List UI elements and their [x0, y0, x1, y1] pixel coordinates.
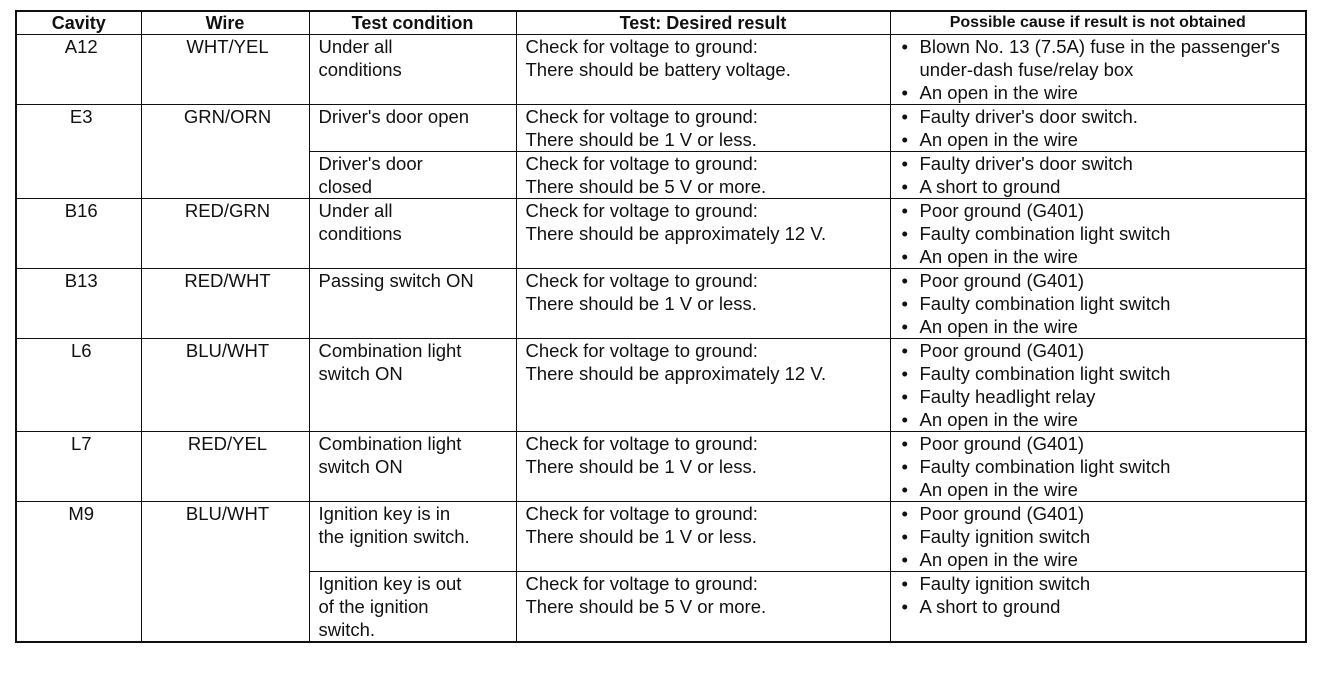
test-condition-line: closed — [318, 176, 372, 197]
possible-cause-cell — [890, 432, 1306, 502]
cause-item: • Poor ground (G401) — [900, 199, 1302, 222]
possible-cause-cell — [890, 105, 1306, 152]
possible-cause-cell — [890, 269, 1306, 339]
test-condition-line: Ignition key is out — [318, 573, 462, 594]
test-condition-cell — [309, 199, 516, 269]
cause-item: • A short to ground — [900, 175, 1302, 198]
desired-result-line: Check for voltage to ground: — [525, 270, 758, 291]
desired-result-cell — [516, 502, 890, 572]
cause-list — [900, 572, 1302, 618]
desired-result-line: There should be battery voltage. — [525, 59, 791, 80]
desired-result-cell — [516, 572, 890, 643]
test-condition-cell — [309, 152, 516, 199]
cause-item: • Faulty combination light switch — [900, 222, 1302, 245]
wire-cell: RED/YEL — [141, 432, 309, 502]
cavity-cell: E3 — [16, 105, 141, 199]
desired-result-line: Check for voltage to ground: — [525, 340, 758, 361]
cause-list — [900, 105, 1302, 151]
test-condition-line: Passing switch ON — [318, 270, 474, 291]
test-condition-line: switch ON — [318, 363, 403, 384]
cause-list — [900, 502, 1302, 571]
test-condition-line: the ignition switch. — [318, 526, 470, 547]
cause-item: • Poor ground (G401) — [900, 502, 1302, 525]
cavity-cell: L7 — [16, 432, 141, 502]
table-row — [16, 105, 1306, 152]
cause-item: • An open in the wire — [900, 408, 1302, 431]
cause-item: • Faulty ignition switch — [900, 525, 1302, 548]
test-condition-line: Combination light — [318, 340, 462, 361]
cause-item: • An open in the wire — [900, 478, 1302, 501]
desired-result-line: Check for voltage to ground: — [525, 153, 758, 174]
cause-item: • Faulty driver's door switch. — [900, 105, 1302, 128]
table-row — [16, 339, 1306, 432]
cause-item: • Blown No. 13 (7.5A) fuse in the passenger's under-dash fuse/relay box — [900, 35, 1302, 81]
cause-item: • An open in the wire — [900, 315, 1302, 338]
header-test-condition: Test condition — [309, 11, 516, 35]
cavity-cell: A12 — [16, 35, 141, 105]
header-wire: Wire — [141, 11, 309, 35]
desired-result-line: Check for voltage to ground: — [525, 433, 758, 454]
cause-list — [900, 199, 1302, 268]
table-row — [16, 35, 1306, 105]
header-cavity: Cavity — [16, 11, 141, 35]
table-row — [16, 432, 1306, 502]
desired-result-cell — [516, 339, 890, 432]
table-row — [16, 502, 1306, 572]
desired-result-line: There should be 1 V or less. — [525, 293, 757, 314]
cause-item: • An open in the wire — [900, 128, 1302, 151]
cause-item: • Poor ground (G401) — [900, 269, 1302, 292]
cause-item: • Faulty combination light switch — [900, 292, 1302, 315]
wire-cell: BLU/WHT — [141, 339, 309, 432]
cavity-cell: M9 — [16, 502, 141, 643]
test-condition-cell — [309, 269, 516, 339]
table-body — [16, 35, 1306, 643]
possible-cause-cell — [890, 35, 1306, 105]
cavity-cell: B13 — [16, 269, 141, 339]
desired-result-line: There should be 1 V or less. — [525, 129, 757, 150]
test-condition-line: Driver's door open — [318, 106, 470, 127]
test-condition-line: Driver's door — [318, 153, 423, 174]
test-condition-line: Ignition key is in — [318, 503, 451, 524]
table-row — [16, 199, 1306, 269]
desired-result-cell — [516, 269, 890, 339]
diagnostic-table — [15, 10, 1307, 643]
test-condition-line: switch. — [318, 619, 376, 640]
cause-item: • An open in the wire — [900, 245, 1302, 268]
desired-result-cell — [516, 35, 890, 105]
possible-cause-cell — [890, 572, 1306, 643]
cause-item: • An open in the wire — [900, 548, 1302, 571]
possible-cause-cell — [890, 339, 1306, 432]
test-condition-cell — [309, 105, 516, 152]
desired-result-line: Check for voltage to ground: — [525, 503, 758, 524]
test-condition-line: switch ON — [318, 456, 403, 477]
test-condition-cell — [309, 432, 516, 502]
wire-cell: GRN/ORN — [141, 105, 309, 199]
desired-result-line: Check for voltage to ground: — [525, 573, 758, 594]
wire-cell: WHT/YEL — [141, 35, 309, 105]
cause-item: • A short to ground — [900, 595, 1302, 618]
test-condition-line: conditions — [318, 223, 402, 244]
cavity-cell: B16 — [16, 199, 141, 269]
test-condition-cell — [309, 35, 516, 105]
possible-cause-cell — [890, 199, 1306, 269]
desired-result-line: There should be 1 V or less. — [525, 456, 757, 477]
test-condition-line: of the ignition — [318, 596, 429, 617]
table-row — [16, 269, 1306, 339]
desired-result-line: There should be approximately 12 V. — [525, 363, 827, 384]
desired-result-cell — [516, 105, 890, 152]
possible-cause-cell — [890, 502, 1306, 572]
desired-result-line: Check for voltage to ground: — [525, 36, 758, 57]
header-desired-result: Test: Desired result — [516, 11, 890, 35]
wire-cell: RED/WHT — [141, 269, 309, 339]
desired-result-line: There should be 1 V or less. — [525, 526, 757, 547]
cause-item: • Faulty headlight relay — [900, 385, 1302, 408]
cause-item: • Faulty combination light switch — [900, 455, 1302, 478]
test-condition-line: Combination light — [318, 433, 462, 454]
test-condition-cell — [309, 572, 516, 643]
desired-result-line: There should be approximately 12 V. — [525, 223, 827, 244]
cause-item: • Poor ground (G401) — [900, 339, 1302, 362]
desired-result-line: Check for voltage to ground: — [525, 200, 758, 221]
desired-result-cell — [516, 152, 890, 199]
test-condition-cell — [309, 502, 516, 572]
cause-list — [900, 269, 1302, 338]
desired-result-line: There should be 5 V or more. — [525, 176, 767, 197]
test-condition-line: Under all — [318, 36, 393, 57]
wire-cell: BLU/WHT — [141, 502, 309, 643]
cause-item: • Faulty ignition switch — [900, 572, 1302, 595]
desired-result-cell — [516, 199, 890, 269]
wire-cell: RED/GRN — [141, 199, 309, 269]
desired-result-line: There should be 5 V or more. — [525, 596, 767, 617]
cause-item: • Faulty combination light switch — [900, 362, 1302, 385]
cause-item: • Faulty driver's door switch — [900, 152, 1302, 175]
cause-list — [900, 35, 1302, 104]
cavity-cell: L6 — [16, 339, 141, 432]
test-condition-cell — [309, 339, 516, 432]
cause-list — [900, 432, 1302, 501]
test-condition-line: conditions — [318, 59, 402, 80]
possible-cause-cell — [890, 152, 1306, 199]
header-possible-cause: Possible cause if result is not obtained — [890, 11, 1306, 35]
test-condition-line: Under all — [318, 200, 393, 221]
cause-list — [900, 152, 1302, 198]
desired-result-cell — [516, 432, 890, 502]
cause-item: • An open in the wire — [900, 81, 1302, 104]
desired-result-line: Check for voltage to ground: — [525, 106, 758, 127]
cause-list — [900, 339, 1302, 431]
cause-item: • Poor ground (G401) — [900, 432, 1302, 455]
header-row — [16, 11, 1306, 35]
